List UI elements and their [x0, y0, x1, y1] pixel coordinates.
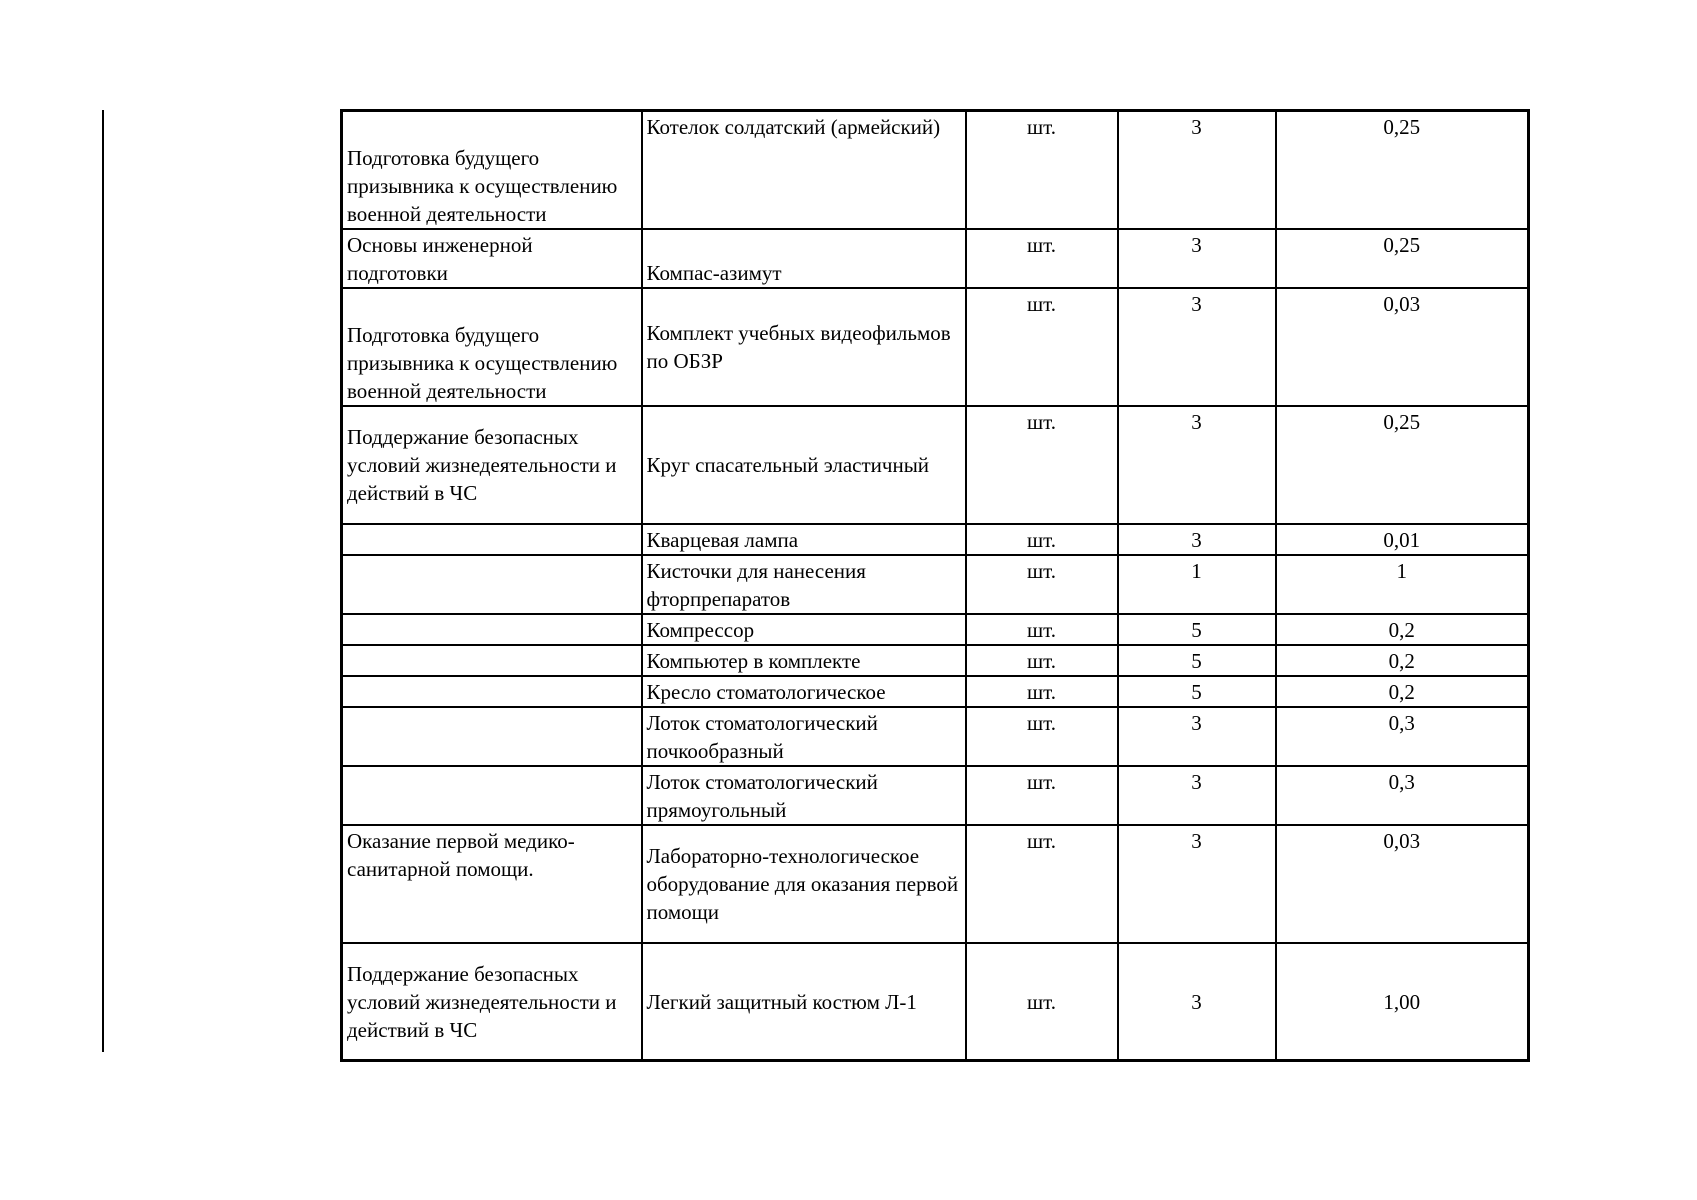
- value-cell: 0,03: [1276, 288, 1529, 406]
- item-name-cell: Комплект учебных видеофильмов по ОБЗР: [642, 288, 966, 406]
- quantity-cell: 5: [1118, 645, 1276, 676]
- unit-cell: шт.: [966, 555, 1118, 614]
- section-cell: [342, 676, 642, 707]
- value-cell: 0,3: [1276, 707, 1529, 766]
- table-row: [342, 707, 1529, 766]
- table-row: [342, 406, 1529, 524]
- quantity-cell: 3: [1118, 707, 1276, 766]
- section-cell: [342, 524, 642, 555]
- table-row: [342, 766, 1529, 825]
- table-row: [342, 524, 1529, 555]
- value-cell: 1,00: [1276, 943, 1529, 1061]
- quantity-cell: 5: [1118, 614, 1276, 645]
- section-cell: Поддержание безопасных условий жизнедеятельности и действий в ЧС: [342, 406, 642, 524]
- quantity-cell: 3: [1118, 524, 1276, 555]
- quantity-cell: 3: [1118, 229, 1276, 288]
- unit-cell: шт.: [966, 825, 1118, 943]
- unit-cell: шт.: [966, 676, 1118, 707]
- page-margin-line: [102, 110, 104, 1052]
- value-cell: 0,2: [1276, 676, 1529, 707]
- quantity-cell: 3: [1118, 406, 1276, 524]
- unit-cell: шт.: [966, 229, 1118, 288]
- table-row: [342, 229, 1529, 288]
- table-row: [342, 676, 1529, 707]
- unit-cell: шт.: [966, 766, 1118, 825]
- table-row: [342, 825, 1529, 943]
- section-cell: [342, 707, 642, 766]
- section-cell: [342, 766, 642, 825]
- item-name-cell: Лоток стоматологический почкообразный: [642, 707, 966, 766]
- section-cell: Подготовка будущего призывника к осуществлению военной деятельности: [342, 111, 642, 229]
- item-name-cell: Кисточки для нанесения фторпрепаратов: [642, 555, 966, 614]
- item-name-cell: Кресло стоматологическое: [642, 676, 966, 707]
- table-row: [342, 288, 1529, 406]
- value-cell: 0,25: [1276, 406, 1529, 524]
- quantity-cell: 5: [1118, 676, 1276, 707]
- unit-cell: шт.: [966, 524, 1118, 555]
- unit-cell: шт.: [966, 943, 1118, 1061]
- item-name-cell: Компас-азимут: [642, 229, 966, 288]
- unit-cell: шт.: [966, 406, 1118, 524]
- equipment-table: [340, 109, 1530, 1062]
- value-cell: 0,25: [1276, 229, 1529, 288]
- table-row: [342, 943, 1529, 1061]
- quantity-cell: 3: [1118, 111, 1276, 229]
- table-row: [342, 555, 1529, 614]
- item-name-cell: Кварцевая лампа: [642, 524, 966, 555]
- quantity-cell: 3: [1118, 943, 1276, 1061]
- value-cell: 0,03: [1276, 825, 1529, 943]
- table-row: [342, 645, 1529, 676]
- value-cell: 1: [1276, 555, 1529, 614]
- value-cell: 0,2: [1276, 645, 1529, 676]
- item-name-cell: Котелок солдатский (армейский): [642, 111, 966, 229]
- value-cell: 0,01: [1276, 524, 1529, 555]
- value-cell: 0,2: [1276, 614, 1529, 645]
- section-cell: Основы инженерной подготовки: [342, 229, 642, 288]
- section-cell: Поддержание безопасных условий жизнедеятельности и действий в ЧС: [342, 943, 642, 1061]
- section-cell: [342, 645, 642, 676]
- quantity-cell: 3: [1118, 825, 1276, 943]
- item-name-cell: Круг спасательный эластичный: [642, 406, 966, 524]
- table-row: [342, 614, 1529, 645]
- unit-cell: шт.: [966, 288, 1118, 406]
- value-cell: 0,3: [1276, 766, 1529, 825]
- item-name-cell: Компрессор: [642, 614, 966, 645]
- unit-cell: шт.: [966, 645, 1118, 676]
- unit-cell: шт.: [966, 707, 1118, 766]
- table-row: [342, 111, 1529, 229]
- section-cell: Подготовка будущего призывника к осуществлению военной деятельности: [342, 288, 642, 406]
- value-cell: 0,25: [1276, 111, 1529, 229]
- section-cell: Оказание первой медико-санитарной помощи.: [342, 825, 642, 943]
- quantity-cell: 3: [1118, 766, 1276, 825]
- unit-cell: шт.: [966, 111, 1118, 229]
- equipment-table-body: [342, 111, 1529, 1061]
- item-name-cell: Компьютер в комплекте: [642, 645, 966, 676]
- item-name-cell: Легкий защитный костюм Л-1: [642, 943, 966, 1061]
- item-name-cell: Лабораторно-технологическое оборудование для оказания первой помощи: [642, 825, 966, 943]
- quantity-cell: 1: [1118, 555, 1276, 614]
- quantity-cell: 3: [1118, 288, 1276, 406]
- unit-cell: шт.: [966, 614, 1118, 645]
- section-cell: [342, 555, 642, 614]
- section-cell: [342, 614, 642, 645]
- item-name-cell: Лоток стоматологический прямоугольный: [642, 766, 966, 825]
